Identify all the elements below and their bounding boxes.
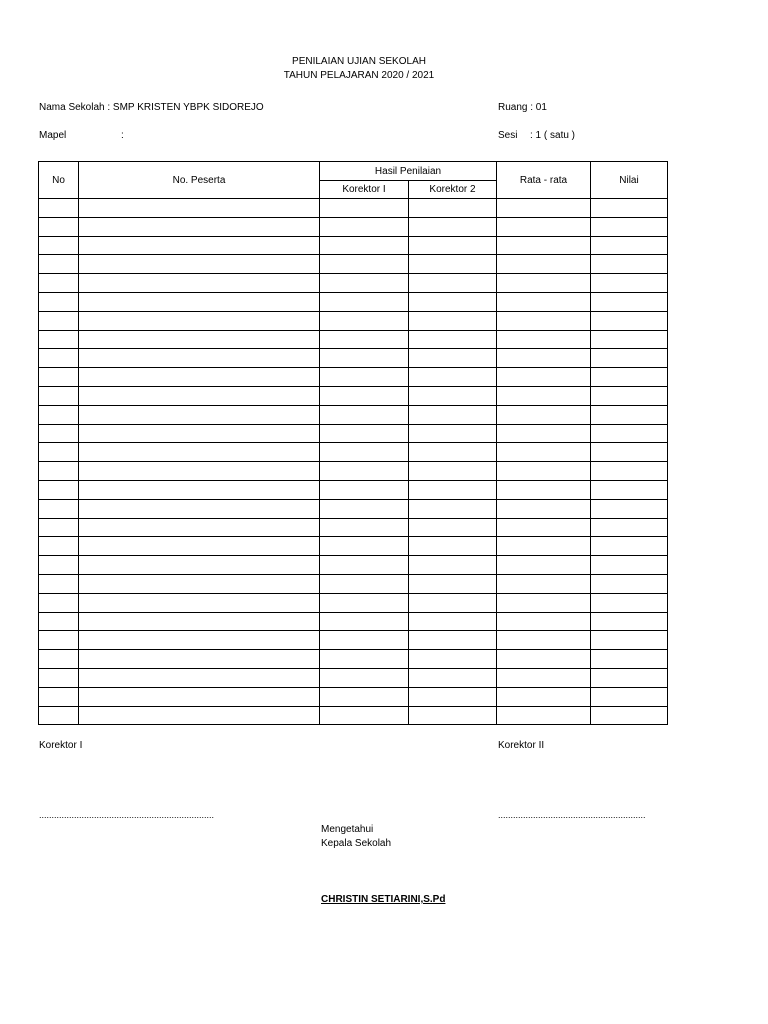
- table-cell: [591, 236, 668, 255]
- corrector-2-signature-line: ...........................................................: [498, 810, 646, 820]
- table-cell: [591, 650, 668, 669]
- corrector-1-signature-line: ......................................................................: [39, 810, 215, 820]
- table-cell: [79, 330, 320, 349]
- table-cell: [591, 292, 668, 311]
- table-cell: [497, 368, 591, 387]
- table-cell: [79, 668, 320, 687]
- table-row: [39, 462, 668, 481]
- table-cell: [320, 499, 409, 518]
- table-cell: [79, 217, 320, 236]
- table-cell: [497, 612, 591, 631]
- table-row: [39, 274, 668, 293]
- table-cell: [79, 574, 320, 593]
- table-cell: [591, 612, 668, 631]
- session-value: : 1 ( satu ): [530, 130, 576, 141]
- table-cell: [79, 518, 320, 537]
- table-cell: [497, 499, 591, 518]
- table-cell: [591, 424, 668, 443]
- table-cell: [409, 292, 497, 311]
- table-cell: [79, 386, 320, 405]
- table-cell: [409, 217, 497, 236]
- table-cell: [39, 650, 79, 669]
- table-cell: [497, 574, 591, 593]
- table-cell: [497, 668, 591, 687]
- header-corrector-2: Korektor 2: [409, 181, 497, 199]
- table-cell: [320, 593, 409, 612]
- table-cell: [320, 612, 409, 631]
- table-cell: [320, 330, 409, 349]
- table-cell: [497, 311, 591, 330]
- table-cell: [591, 537, 668, 556]
- document-title-line1: PENILAIAN UJIAN SEKOLAH: [292, 56, 426, 67]
- table-cell: [409, 405, 497, 424]
- table-cell: [39, 668, 79, 687]
- table-cell: [39, 443, 79, 462]
- table-cell: [320, 556, 409, 575]
- table-cell: [591, 311, 668, 330]
- table-cell: [39, 424, 79, 443]
- table-cell: [409, 612, 497, 631]
- table-cell: [591, 462, 668, 481]
- header-score: Nilai: [591, 162, 668, 199]
- table-cell: [79, 706, 320, 725]
- table-cell: [409, 462, 497, 481]
- table-cell: [591, 687, 668, 706]
- table-cell: [79, 593, 320, 612]
- table-cell: [409, 330, 497, 349]
- table-row: [39, 443, 668, 462]
- table-cell: [591, 668, 668, 687]
- table-cell: [320, 631, 409, 650]
- table-cell: [591, 199, 668, 218]
- table-cell: [39, 574, 79, 593]
- table-row: [39, 311, 668, 330]
- school-name-label: Nama Sekolah : SMP KRISTEN YBPK SIDOREJO: [39, 102, 264, 113]
- table-cell: [409, 650, 497, 669]
- table-cell: [591, 349, 668, 368]
- table-cell: [79, 631, 320, 650]
- table-row: [39, 424, 668, 443]
- header-participant-number: No. Peserta: [79, 162, 320, 199]
- table-cell: [39, 311, 79, 330]
- document-title-line2: TAHUN PELAJARAN 2020 / 2021: [283, 70, 435, 81]
- table-row: [39, 499, 668, 518]
- table-cell: [591, 574, 668, 593]
- table-cell: [409, 668, 497, 687]
- table-cell: [79, 368, 320, 387]
- table-cell: [320, 405, 409, 424]
- table-row: [39, 330, 668, 349]
- table-row: [39, 574, 668, 593]
- table-cell: [409, 556, 497, 575]
- header-corrector-1: Korektor I: [320, 181, 409, 199]
- table-cell: [39, 368, 79, 387]
- room-label: Ruang : 01: [498, 102, 547, 113]
- table-cell: [409, 443, 497, 462]
- table-cell: [497, 405, 591, 424]
- table-cell: [39, 462, 79, 481]
- table-cell: [497, 518, 591, 537]
- table-cell: [79, 199, 320, 218]
- table-cell: [591, 443, 668, 462]
- table-cell: [497, 443, 591, 462]
- table-cell: [320, 424, 409, 443]
- table-cell: [320, 368, 409, 387]
- table-cell: [409, 349, 497, 368]
- table-row: [39, 556, 668, 575]
- table-cell: [79, 462, 320, 481]
- table-cell: [79, 612, 320, 631]
- table-cell: [591, 255, 668, 274]
- table-cell: [409, 424, 497, 443]
- table-row: [39, 706, 668, 725]
- table-cell: [497, 199, 591, 218]
- table-cell: [320, 574, 409, 593]
- table-row: [39, 217, 668, 236]
- table-cell: [409, 368, 497, 387]
- table-cell: [497, 255, 591, 274]
- table-cell: [39, 199, 79, 218]
- header-no: No: [39, 162, 79, 199]
- table-cell: [591, 330, 668, 349]
- table-cell: [591, 274, 668, 293]
- table-cell: [320, 443, 409, 462]
- table-cell: [497, 537, 591, 556]
- table-cell: [39, 612, 79, 631]
- table-cell: [39, 518, 79, 537]
- table-cell: [39, 236, 79, 255]
- table-cell: [409, 593, 497, 612]
- table-cell: [79, 424, 320, 443]
- table-row: [39, 668, 668, 687]
- table-cell: [320, 255, 409, 274]
- table-cell: [591, 518, 668, 537]
- table-cell: [409, 386, 497, 405]
- table-cell: [497, 556, 591, 575]
- table-cell: [497, 274, 591, 293]
- table-cell: [497, 236, 591, 255]
- table-cell: [320, 518, 409, 537]
- table-cell: [591, 499, 668, 518]
- table-row: [39, 405, 668, 424]
- table-cell: [79, 480, 320, 499]
- table-cell: [39, 480, 79, 499]
- table-cell: [591, 631, 668, 650]
- header-assessment-result: Hasil Penilaian: [320, 162, 497, 181]
- table-cell: [320, 199, 409, 218]
- table-cell: [497, 593, 591, 612]
- table-cell: [39, 593, 79, 612]
- table-cell: [497, 462, 591, 481]
- table-row: [39, 687, 668, 706]
- table-cell: [39, 386, 79, 405]
- table-cell: [591, 405, 668, 424]
- table-cell: [320, 292, 409, 311]
- table-cell: [409, 518, 497, 537]
- table-cell: [320, 706, 409, 725]
- table-cell: [320, 349, 409, 368]
- principal-title: Kepala Sekolah: [321, 838, 392, 849]
- table-cell: [497, 631, 591, 650]
- acknowledged-label: Mengetahui: [321, 824, 374, 835]
- table-cell: [320, 274, 409, 293]
- table-cell: [591, 368, 668, 387]
- table-cell: [497, 330, 591, 349]
- table-cell: [409, 311, 497, 330]
- table-cell: [320, 687, 409, 706]
- table-cell: [79, 311, 320, 330]
- table-cell: [39, 274, 79, 293]
- table-cell: [39, 537, 79, 556]
- table-cell: [409, 236, 497, 255]
- table-row: [39, 480, 668, 499]
- table-row: [39, 199, 668, 218]
- table-cell: [409, 499, 497, 518]
- table-row: [39, 593, 668, 612]
- table-cell: [79, 650, 320, 669]
- table-cell: [39, 405, 79, 424]
- table-row: [39, 537, 668, 556]
- table-cell: [409, 687, 497, 706]
- table-cell: [320, 537, 409, 556]
- table-cell: [39, 349, 79, 368]
- table-cell: [409, 706, 497, 725]
- table-cell: [39, 556, 79, 575]
- table-cell: [79, 499, 320, 518]
- table-row: [39, 650, 668, 669]
- table-row: [39, 612, 668, 631]
- table-cell: [409, 480, 497, 499]
- table-row: [39, 518, 668, 537]
- table-cell: [497, 650, 591, 669]
- table-cell: [39, 499, 79, 518]
- table-cell: [409, 574, 497, 593]
- table-cell: [39, 631, 79, 650]
- table-cell: [39, 292, 79, 311]
- table-cell: [320, 386, 409, 405]
- table-cell: [79, 236, 320, 255]
- table-cell: [497, 424, 591, 443]
- table-cell: [591, 706, 668, 725]
- table-cell: [591, 556, 668, 575]
- table-cell: [320, 217, 409, 236]
- table-cell: [320, 650, 409, 669]
- score-table: [38, 161, 668, 725]
- subject-colon: :: [121, 130, 124, 141]
- table-row: [39, 368, 668, 387]
- table-row: [39, 386, 668, 405]
- table-cell: [39, 687, 79, 706]
- header-average: Rata - rata: [497, 162, 591, 199]
- table-cell: [591, 217, 668, 236]
- table-cell: [79, 349, 320, 368]
- table-cell: [79, 537, 320, 556]
- table-cell: [497, 687, 591, 706]
- table-cell: [320, 668, 409, 687]
- table-cell: [79, 292, 320, 311]
- table-cell: [409, 274, 497, 293]
- table-cell: [409, 199, 497, 218]
- table-cell: [497, 217, 591, 236]
- session-label: Sesi: [498, 130, 518, 141]
- table-row: [39, 255, 668, 274]
- table-cell: [79, 556, 320, 575]
- table-cell: [497, 292, 591, 311]
- corrector-2-label: Korektor II: [498, 740, 545, 751]
- table-cell: [409, 537, 497, 556]
- table-cell: [497, 349, 591, 368]
- table-cell: [497, 706, 591, 725]
- table-row: [39, 236, 668, 255]
- table-cell: [39, 330, 79, 349]
- table-row: [39, 292, 668, 311]
- table-cell: [39, 217, 79, 236]
- principal-name: CHRISTIN SETIARINI,S.Pd: [321, 894, 446, 905]
- table-row: [39, 349, 668, 368]
- table-cell: [79, 405, 320, 424]
- table-cell: [409, 255, 497, 274]
- table-cell: [39, 706, 79, 725]
- table-cell: [591, 386, 668, 405]
- corrector-1-label: Korektor I: [39, 740, 83, 751]
- table-cell: [79, 443, 320, 462]
- table-cell: [79, 255, 320, 274]
- table-cell: [320, 480, 409, 499]
- table-cell: [497, 386, 591, 405]
- table-cell: [79, 274, 320, 293]
- table-cell: [79, 687, 320, 706]
- table-cell: [409, 631, 497, 650]
- table-row: [39, 631, 668, 650]
- table-cell: [39, 255, 79, 274]
- subject-label: Mapel: [39, 130, 67, 141]
- table-cell: [320, 236, 409, 255]
- table-cell: [591, 480, 668, 499]
- table-cell: [591, 593, 668, 612]
- table-cell: [320, 311, 409, 330]
- table-cell: [497, 480, 591, 499]
- table-cell: [320, 462, 409, 481]
